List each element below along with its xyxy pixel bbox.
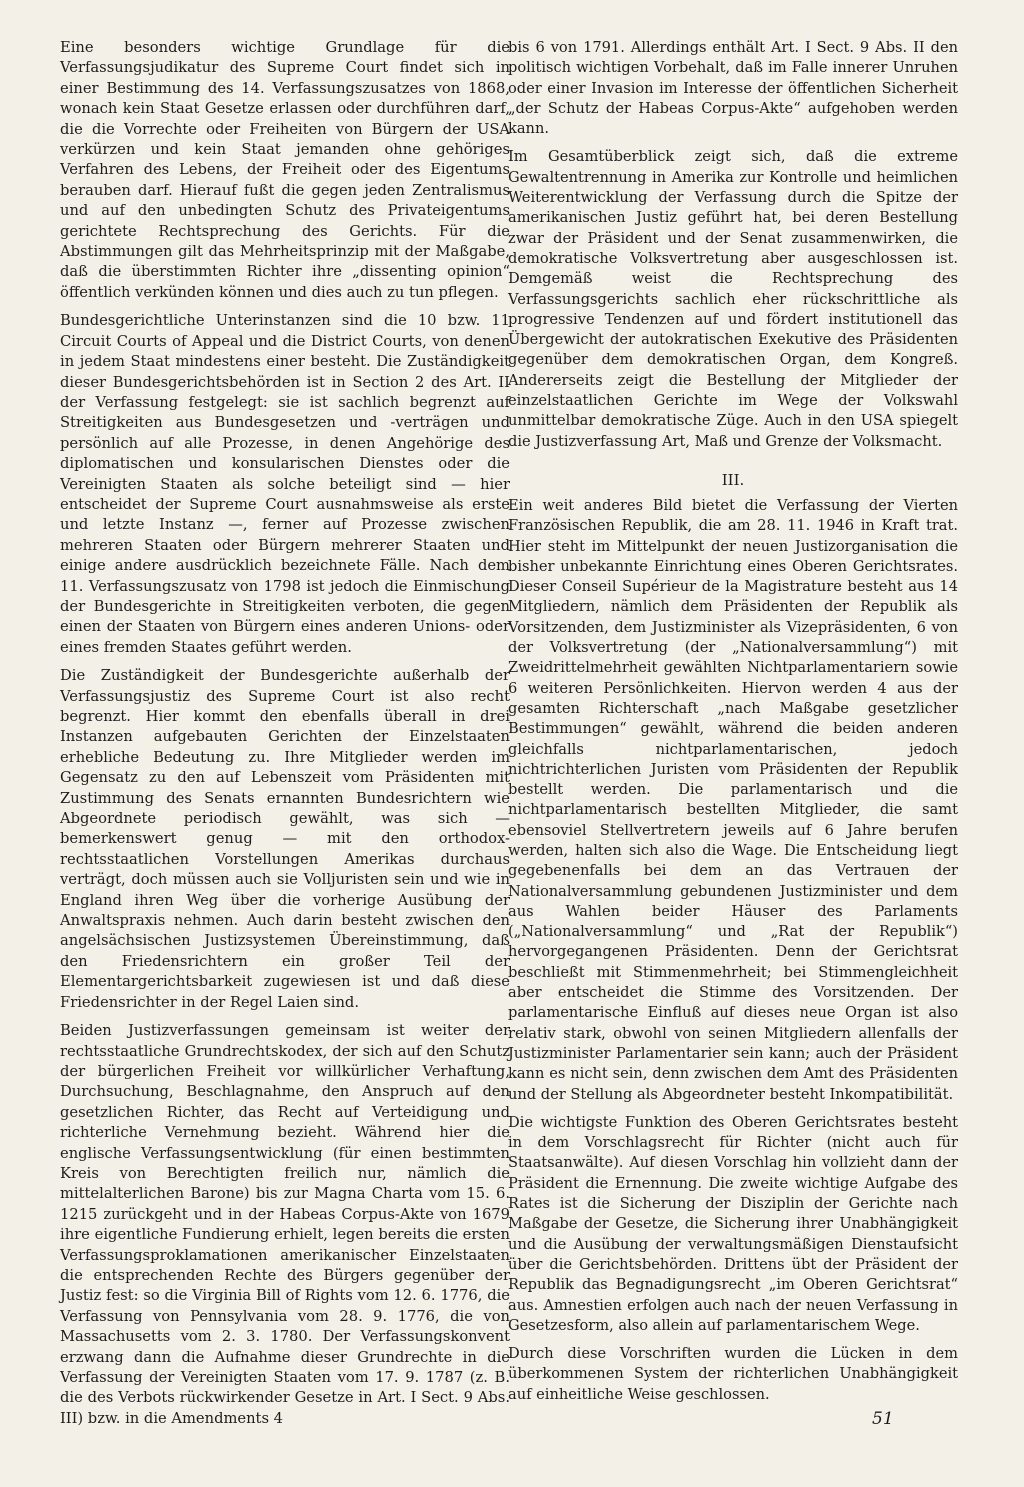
page-number: 51: [872, 1409, 894, 1429]
paragraph-schluss: Durch diese Vorschriften wurden die Lücken in dem überkommenen System der richterlichen Unabhängigkeit auf einheitliche Weise geschlossen.: [508, 1345, 958, 1403]
section-heading: III.: [721, 470, 745, 489]
right-column: [508, 38, 958, 1413]
paragraph-grundrechtskodex: Beiden Justizverfassungen gemeinsam ist weiter der rechtsstaatliche Grundrechtskodex, der sich auf den Schutz der bürgerlichen Freiheit vor willkürlicher Verhaftung, Durchsuchung, Beschlagnahme, den Anspruch auf den gesetzlichen Richter, das Recht auf Verteidigung und richterliche Vernehmung bezieht. Während hier die englische Verfassungsentwicklung (für einen bestimmten Kreis von Berechtigten freilich nur, nämlich die mittelalterlichen Barone) bis zur Magna Charta vom 15. 6. 1215 zurückgeht und in der Habeas Corpus-Akte von 1679 ihre eigentliche Fundierung erhielt, legen bereits die ersten Verfassungsproklamationen amerikanischer Einzelstaaten die entsprechenden Rechte des Bürgers gegenüber der Justiz fest: so die Virginia Bill of Rights vom 12. 6. 1776, die Verfassung von Pennsylvania vom 28. 9. 1776, die von Massachusetts vom 2. 3. 1780. Der Verfassungskonvent erzwang dann die Aufnahme dieser Grundrechte in die Verfassung der Vereinigten Staaten vom 17. 9. 1787 (z. B. die des Verbots rückwirkender Gesetze in Art. I Sect. 9 Abs. III) bzw. in die Amendments 4: [60, 1022, 510, 1427]
paragraph-funktion-gerichtsrat: Die wichtigste Funktion des Oberen Gerichtsrates besteht in dem Vorschlagsrecht für Richter (nicht auch für Staatsanwälte). Auf diesen Vorschlag hin vollzieht dann der Präsident die Ernennung. Die zweite wichtige Aufgabe des Rates ist die Sicherung der Disziplin der Gerichte nach Maßgabe der Gesetze, die Sicherung ihrer Unabhängigkeit und die Ausübung der verwaltungsmäßigen Dienstaufsicht über die Gerichtsbehörden. Drittens übt der Präsident der Republik das Begnadigungsrecht „im Oberen Gerichtsrat“ aus. Amnestien erfolgen auch nach der neuen Verfassung in Gesetzesform, also allein auf parlamentarischem Wege.: [508, 1113, 958, 1334]
paragraph-zustaendigkeit: Die Zuständigkeit der Bundesgerichte außerhalb der Verfassungsjustiz des Supreme Court ist also recht begrenzt. Hier kommt den ebenfalls überall in drei Instanzen aufgebauten Gerichten der Einzelstaaten erhebliche Bedeutung zu. Ihre Mitglieder werden im Gegensatz zu den auf Lebenszeit vom Präsidenten mit Zustimmung des Senats ernannten Bundesrichtern wie Abgeordnete periodisch gewählt, was sich — bemerkenswert genug — mit den orthodox-rechtsstaatlichen Vorstellungen Amerikas durchaus verträgt, doch müssen auch sie Volljuristen sein und wie in England ihren Weg über die vorherige Ausübung der Anwaltspraxis nehmen. Auch darin besteht zwischen den angelsächsischen Justizsystemen Übereinstimmung, daß den Friedensrichtern ein großer Teil der Elementargerichtsbarkeit zugewiesen ist und daß diese Friedensrichter in der Regel Laien sind.: [60, 667, 510, 1011]
left-column: [60, 38, 510, 1437]
paragraph-habeas-corpus: bis 6 von 1791. Allerdings enthält Art. I Sect. 9 Abs. II den politisch wichtigen Vorbehalt, daß im Falle innerer Unruhen oder einer Invasion im Interesse der öffentlichen Sicherheit „der Schutz der Habeas Corpus-Akte“ aufgehoben werden kann.: [508, 39, 958, 138]
paragraph-gesamtueberblick: Im Gesamtüberblick zeigt sich, daß die extreme Gewaltentrennung in Amerika zur Kontrolle und heimlichen Weiterentwicklung der Verfassung durch die Spitze der amerikanischen Justiz geführt hat, bei deren Bestellung zwar der Präsident und der Senat zusammenwirken, die demokratische Volksvertretung aber ausgeschlossen ist. Demgemäß weist die Rechtsprechung des Verfassungsgerichts sachlich eher rückschrittliche als progressive Tendenzen auf und fördert institutionell das Übergewicht der autokratischen Exekutive des Präsidenten gegenüber dem demokratischen Organ, dem Kongreß. Andererseits zeigt die Bestellung der Mitglieder der einzelstaatlichen Gerichte im Wege der Volkswahl unmittelbar demokratische Züge. Auch in den USA spiegelt die Justizverfassung Art, Maß und Grenze der Volksmacht.: [508, 148, 958, 450]
paragraph-vierte-republik: Ein weit anderes Bild bietet die Verfassung der Vierten Französischen Republik, die am 28. 11. 1946 in Kraft trat. Hier steht im Mittelpunkt der neuen Justizorganisation die bisher unbekannte Einrichtung eines Oberen Gerichtsrates. Dieser Conseil Supérieur de la Magistrature besteht aus 14 Mitgliedern, nämlich dem Präsidenten der Republik als Vorsitzenden, dem Justizminister als Vizepräsidenten, 6 von der Volksvertretung (der „Nationalversammlung“) mit Zweidrittelmehrheit gewählten Nichtparlamentariern sowie 6 weiteren Persönlichkeiten. Hiervon werden 4 aus der gesamten Richterschaft „nach Maßgabe gesetzlicher Bestimmungen“ gewählt, während die beiden anderen gleichfalls nichtparlamentarischen, jedoch nichtrichterlichen Juristen vom Präsidenten der Republik bestellt werden. Die parlamentarisch und die nichtparlamentarisch bestellten Mitglieder, die samt ebensoviel Stellvertretern jeweils auf 6 Jahre berufen werden, halten sich also die Wage. Die Entscheidung liegt gegebenenfalls bei dem an das Vertrauen der Nationalversammlung gebundenen Justizminister und dem aus Wahlen beider Häuser des Parlaments („Nationalversammlung“ und „Rat der Republik“) hervorgegangenen Präsidenten. Denn der Gerichtsrat beschließt mit Stimmenmehrheit; bei Stimmengleichheit aber entscheidet die Stimme des Vorsitzenden. Der parlamentarische Einfluß auf dieses neue Organ ist also relativ stark, obwohl von seinen Mitgliedern allenfalls der Justizminister Parlamentarier sein kann; auch der Präsident kann es nicht sein, denn zwischen dem Amt des Präsidenten und der Stellung als Abgeordneter besteht Inkompatibilität.: [508, 496, 958, 1103]
paragraph-verfassungsjudikatur: Eine besonders wichtige Grundlage für die Verfassungsjudikatur des Supreme Court findet sich in einer Bestimmung des 14. Verfassungszusatzes von 1868, wonach kein Staat Gesetze erlassen oder durchführen darf, die die Vorrechte oder Freiheiten von Bürgern der USA verkürzen und kein Staat jemanden ohne gehöriges Verfahren des Lebens, der Freiheit oder des Eigentums berauben darf. Hierauf fußt die gegen jeden Zentralismus und auf den unbedingten Schutz des Privateigentums gerichtete Rechtsprechung des Gerichts. Für die Abstimmungen gilt das Mehrheitsprinzip mit der Maßgabe, daß die überstimmten Richter ihre „dissenting opinion“ öffentlich verkünden können und dies auch zu tun pflegen.: [60, 39, 510, 301]
paragraph-unterinstanzen: Bundesgerichtliche Unterinstanzen sind die 10 bzw. 11 Circuit Courts of Appeal und die District Courts, von denen in jedem Staat mindestens einer besteht. Die Zuständigkeit dieser Bundesgerichtsbehörden ist in Section 2 des Art. II der Verfassung festgelegt: sie ist sachlich begrenzt auf Streitigkeiten aus Bundesgesetzen und -verträgen und persönlich auf alle Prozesse, in denen Angehörige des diplomatischen und konsularischen Dienstes oder die Vereinigten Staaten als solche beteiligt sind — hier entscheidet der Supreme Court ausnahmsweise als erste und letzte Instanz —, ferner auf Prozesse zwischen mehreren Staaten oder Bürgern mehrerer Staaten und einige andere ausdrücklich bezeichnete Fälle. Nach dem 11. Verfassungszusatz von 1798 ist jedoch die Einmischung der Bundesgerichte in Streitigkeiten verboten, die gegen einen der Staaten von Bürgern eines anderen Unions- oder eines fremden Staates geführt werden.: [60, 312, 510, 656]
